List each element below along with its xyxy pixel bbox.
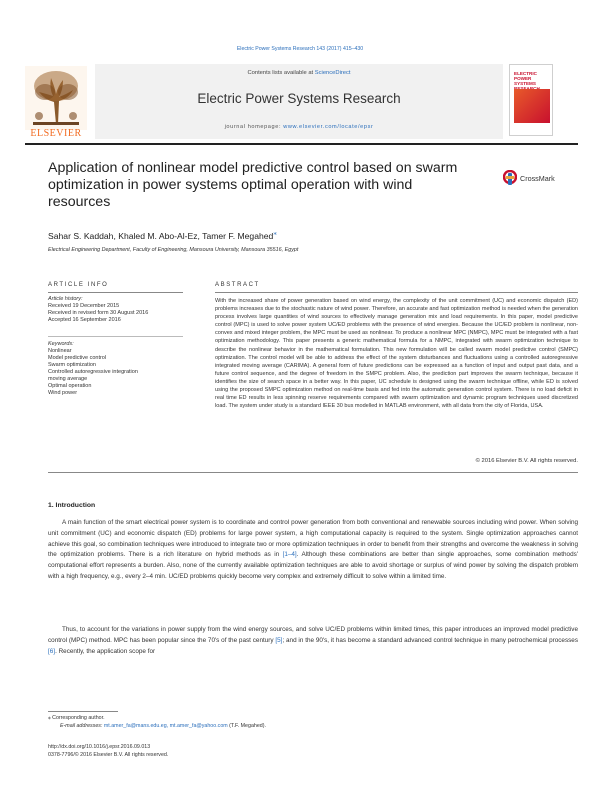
elsevier-tree-logo — [25, 66, 87, 130]
reference-link[interactable]: [6] — [48, 647, 56, 655]
history-item: Accepted 16 September 2016 — [48, 317, 121, 323]
history-item: Received in revised form 30 August 2016 — [48, 310, 149, 316]
crossmark-icon — [503, 170, 517, 186]
article-title: Application of nonlinear model predictive control based on swarm optimization in power systems optimal operation with wind resources — [48, 160, 458, 210]
corresponding-author-marker[interactable]: ⁎ — [273, 229, 277, 237]
para2-text-end: . Recently, the application scope for — [55, 647, 156, 655]
cover-artwork — [514, 89, 550, 123]
info-divider — [48, 336, 183, 337]
keyword-item: Controlled autoregressive integration — [48, 369, 138, 375]
author-list — [48, 228, 277, 241]
homepage-link[interactable]: www.elsevier.com/locate/epsr — [283, 124, 374, 130]
corresponding-author-note: ⁎ Corresponding author. — [48, 715, 105, 721]
email-owner: (T.F. Megahed). — [227, 723, 266, 729]
journal-name: Electric Power Systems Research — [197, 91, 401, 106]
keyword-item: moving average — [48, 376, 88, 382]
elsevier-logo-wordmark: ELSEVIER — [30, 128, 82, 139]
reference-link[interactable]: [5] — [275, 636, 283, 644]
doi-link[interactable]: http://dx.doi.org/10.1016/j.epsr.2016.09.013 — [48, 744, 151, 750]
keyword-item: Model predictive control — [48, 355, 107, 361]
article-info-heading: ARTICLE INFO — [48, 282, 109, 288]
contents-prefix: Contents lists available at — [247, 70, 315, 76]
intro-paragraph-1 — [48, 518, 578, 583]
cover-title: ELECTRIC POWER SYSTEMS — [514, 71, 537, 86]
reference-link[interactable]: [1–4] — [282, 551, 297, 559]
sciencedirect-link[interactable]: ScienceDirect — [314, 70, 351, 76]
journal-cover-thumbnail — [509, 64, 553, 136]
intro-paragraph-2 — [48, 625, 578, 657]
abstract-copyright: © 2016 Elsevier B.V. All rights reserved. — [475, 458, 578, 464]
keyword-item: Optimal operation — [48, 383, 92, 389]
email-links[interactable]: mt.amer_fa@mans.edu.eg, mt.amer_fa@yahoo.com — [103, 723, 228, 729]
abstract-body: With the increased share of power generation based on wind energy, the complexity of the unit commitment (UC) and economic dispatch (ED) problems increases due to the stochastic nature of wind power. Therefore, an accurate and fast optimization method is needed when the generation process involves large quantities of wind sources to effectively manage generation mix and load requirements. In this paper, model predictive control (MPC) is used to solve power system UC/ED problems with the presence of wind energies. Because the UC/ED problem is nonlinear, non-convex and mixed integer problem, the MPC must be used as nonlinear. To produce a nonlinear MPC (NMPC), MPC must be integrated with a fast optimization methodology. This paper presents a generic mathematical formula for a NMPC, integrated with swarm optimization technique to describe the nonlinear behavior in the mathematical formulation. This new formulation will be called swarm model predictive control (SMPC) optimization. The control model will be able to address the effect of the system disturbances and fluctuations using a controlled autoregressive integrated moving average (CARIMA). A general form of future predictions can be expressed as a function of input and output past data, and a future control sequence, and the degree of freedom in the SMPC problem. Also, the prediction part improves the swarm technique, because it identifies the size of search space in a better way. In this paper, UC schedule is designed using the swarm technique offline, while ED is solved using the proposed SMPC optimization method on real-time basis and fed into the automatic generation control system. There is no load deficit in real time ED results in less spinning reserve requirements compared with swarm optimization and dynamic program techniques used discretized load. The system under study is a standard IEEE 30 bus modelled in MATLAB environment, with all data from the city of Florida, USA. — [215, 298, 578, 410]
article-info-rule — [48, 292, 183, 293]
para1-text: A main function of the smart electrical power system is to coordinate and control power generation from both conventional and renewable sources including wind power. When solving unit commitment (UC) and economic dispatch (ED) problems for large power system, a high computational capacity is required to the system. Single optimization approaches cannot achieve this goal, so combination techniques were introduced to integrate two or more optimization techniques in order to benefit from their strengths and overcome the weakness in solving the optimization problems. There is a rich literature on hybrid methods as in — [48, 519, 578, 559]
para2-text-mid: ; and in the 90's, it has become a standard advanced control technique in many petrochemical processes — [282, 636, 579, 644]
masthead-divider — [25, 143, 578, 145]
keyword-item: Nonlinear — [48, 348, 72, 354]
keyword-item: Wind power — [48, 390, 78, 396]
journal-citation[interactable]: Electric Power Systems Research 143 (2017) 415–430 — [236, 46, 364, 52]
abstract-rule — [215, 292, 578, 293]
author-affiliation: Electrical Engineering Department, Faculty of Engineering, Mansoura University, Mansoura 35516, Egypt — [48, 247, 299, 253]
email-addresses — [60, 723, 266, 730]
authors-names: Sahar S. Kaddah, Khaled M. Abo-Al-Ez, Tamer F. Megahed — [48, 230, 274, 241]
homepage-prefix: journal homepage: — [224, 124, 284, 130]
section-heading-introduction: 1. Introduction — [48, 502, 96, 509]
abstract-bottom-rule — [48, 472, 578, 473]
email-label: E-mail addresses: — [60, 723, 104, 729]
crossmark-label: CrossMark — [520, 174, 555, 183]
article-history — [48, 296, 183, 324]
para1-text-cont: . Although these combinations are better than single approaches, some combination methods' computational effort represents a burden. Also, none of the currently available optimization techniques are able to avoid shortage or surplus of wind power by solving the dispatch problem with a high frequency, e.g., every 2–4 min. UC/ED problems quickly become very complex and extremely difficult to solve within a limited time. — [48, 551, 578, 580]
history-item: Received 19 December 2015 — [48, 303, 120, 309]
keywords-block — [48, 341, 183, 397]
journal-homepage — [95, 124, 503, 130]
keyword-item: Swarm optimization — [48, 362, 96, 368]
footnote-rule — [48, 711, 118, 712]
contents-availability — [95, 70, 503, 76]
para2-text: Thus, to account for the variations in power supply from the wind energy sources, and solve UC/ED problems within limited times, this paper introduces an improved model predictive control (MPC) method. MPC has been popular since the 70's of the past century — [48, 626, 578, 644]
history-label: Article history: — [48, 296, 83, 302]
crossmark-badge[interactable] — [503, 170, 563, 188]
keywords-label: Keywords: — [48, 341, 74, 347]
abstract-heading: ABSTRACT — [215, 282, 260, 288]
issn-copyright: 0378-7796/© 2016 Elsevier B.V. All rights reserved. — [48, 752, 169, 758]
